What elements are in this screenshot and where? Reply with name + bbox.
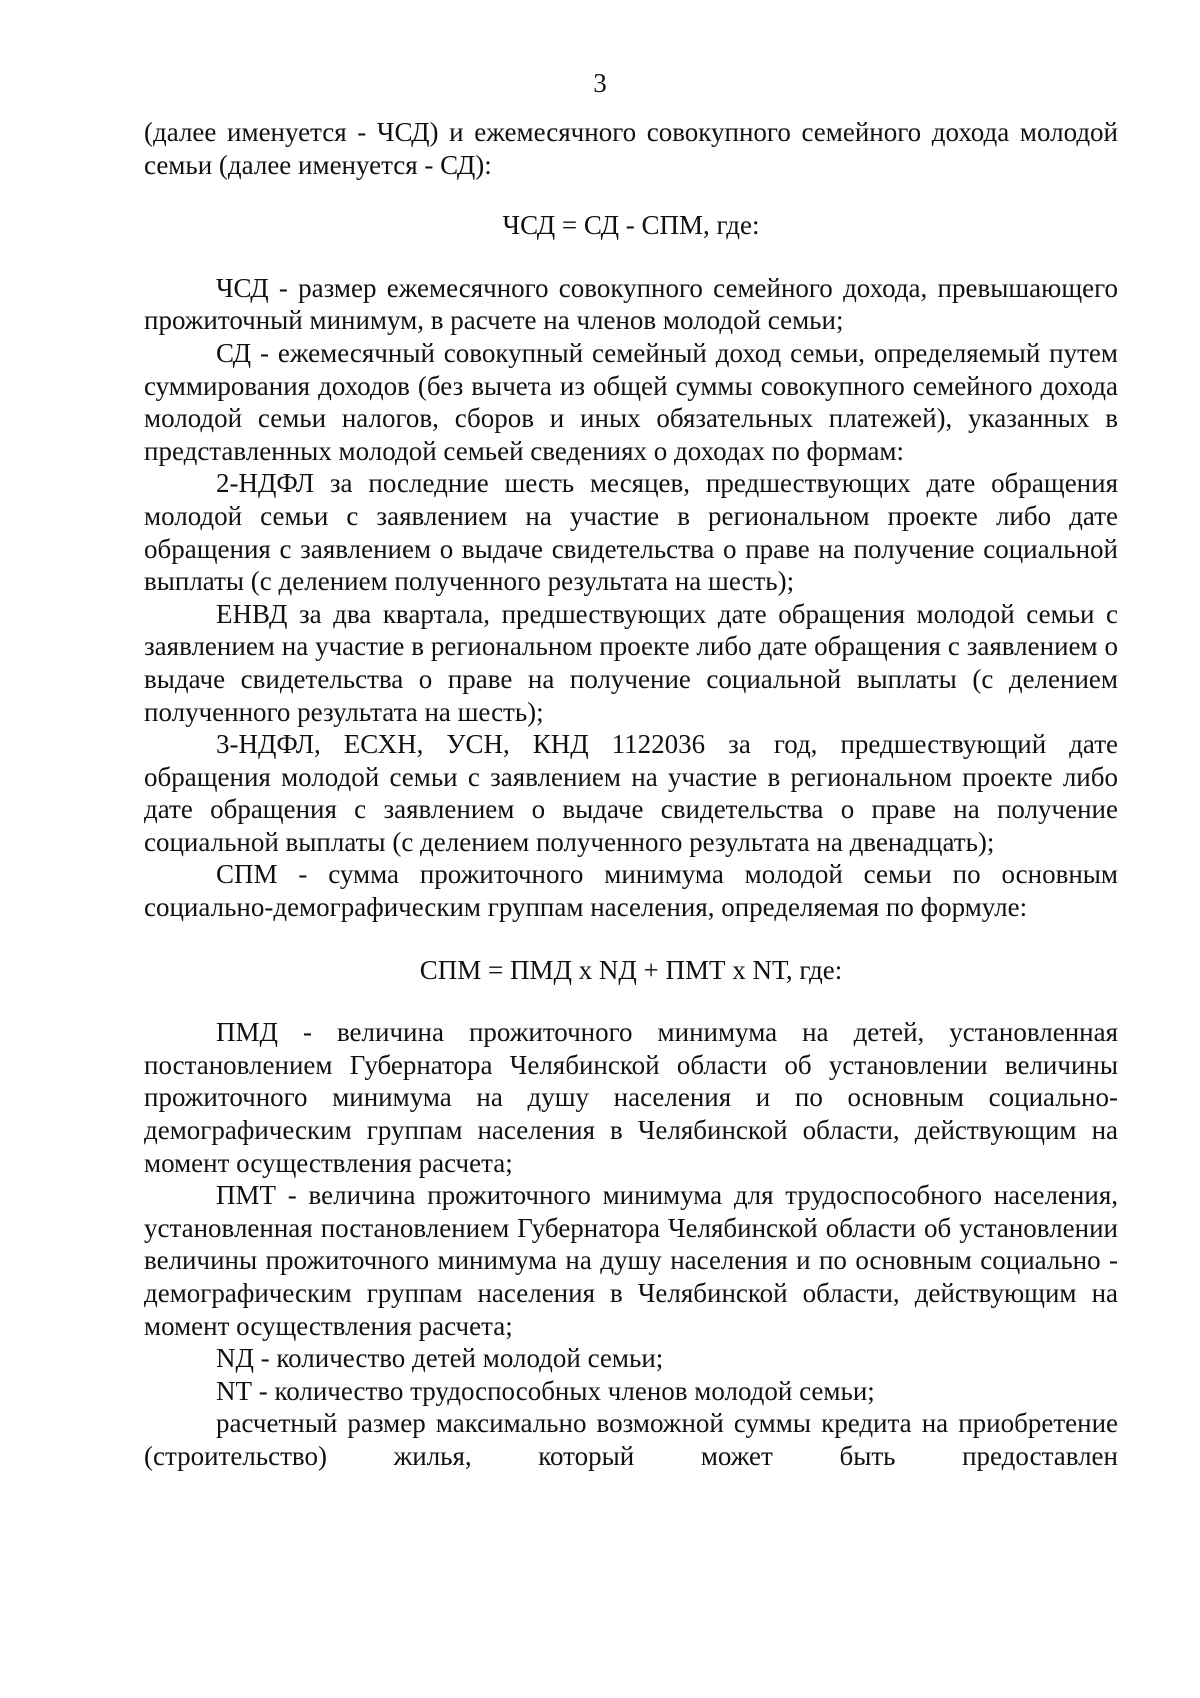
paragraph-nd-definition: NД - количество детей молодой семьи; (216, 1343, 664, 1374)
formula-spm: СПМ = ПМД x NД + ПМТ x NТ, где: (419, 954, 843, 985)
paragraph-spm-definition: СПМ - сумма прожиточного минимума молодой семьи по основным социально-демографическим группам населения, определяемая по формуле: (144, 859, 1118, 923)
paragraph-pmt-definition: ПМТ - величина прожиточного минимума для трудоспособного населения, установленная постановлением Губернатора Челябинской области об установлении величины прожиточного минимума на душу населения и по основным социально - демографическим группам населения в Челябинской области, действующим на момент осуществления расчета; (144, 1180, 1118, 1341)
paragraph-2ndfl: 2-НДФЛ за последние шесть месяцев, предшествующих дате обращения молодой семьи с заявлением на участие в региональном проекте либо дате обращения с заявлением о выдаче свидетельства о праве на получение социальной выплаты (с делением полученного результата на шесть); (144, 468, 1118, 597)
paragraph-nt-definition: NТ - количество трудоспособных членов молодой семьи; (216, 1375, 875, 1406)
paragraph-sd-definition: СД - ежемесячный совокупный семейный доход семьи, определяемый путем суммирования доходов (без вычета из общей суммы совокупного семейного дохода молодой семьи налогов, сборов и иных обязательных платежей), указанных в представленных молодой семьей сведениях о доходах по формам: (144, 337, 1118, 466)
paragraph-pmd-definition: ПМД - величина прожиточного минимума на детей, установленная постановлением Губернатора Челябинской области об установлении величины прожиточного минимума на душу населения и по основным социально-демографическим группам населения в Челябинской области, действующим на момент осуществления расчета; (144, 1017, 1118, 1178)
paragraph-chsd-definition: ЧСД - размер ежемесячного совокупного семейного дохода, превышающего прожиточный минимум, в расчете на членов молодой семьи; (144, 272, 1118, 336)
paragraph-envd: ЕНВД за два квартала, предшествующих дате обращения молодой семьи с заявлением на участие в региональном проекте либо дате обращения с заявлением о выдаче свидетельства о праве на получение социальной выплаты (с делением полученного результата на шесть); (144, 598, 1118, 727)
page-number: 3 (593, 68, 607, 98)
paragraph-credit: расчетный размер максимально возможной суммы кредита на приобретение (строительство) жилья, который может быть предоставлен (144, 1408, 1118, 1471)
paragraph-3ndfl: 3-НДФЛ, ЕСХН, УСН, КНД 1122036 за год, предшествующий дате обращения молодой семьи с заявлением на участие в региональном проекте либо дате обращения с заявлением о выдаче свидетельства о праве на получение социальной выплаты (с делением полученного результата на двенадцать); (144, 729, 1118, 857)
paragraph-intro: (далее именуется - ЧСД) и ежемесячного совокупного семейного дохода молодой семьи (далее именуется - СД): (144, 117, 1118, 180)
formula-chsd: ЧСД = СД - СПМ, где: (502, 210, 760, 241)
document-body (144, 116, 1118, 1473)
